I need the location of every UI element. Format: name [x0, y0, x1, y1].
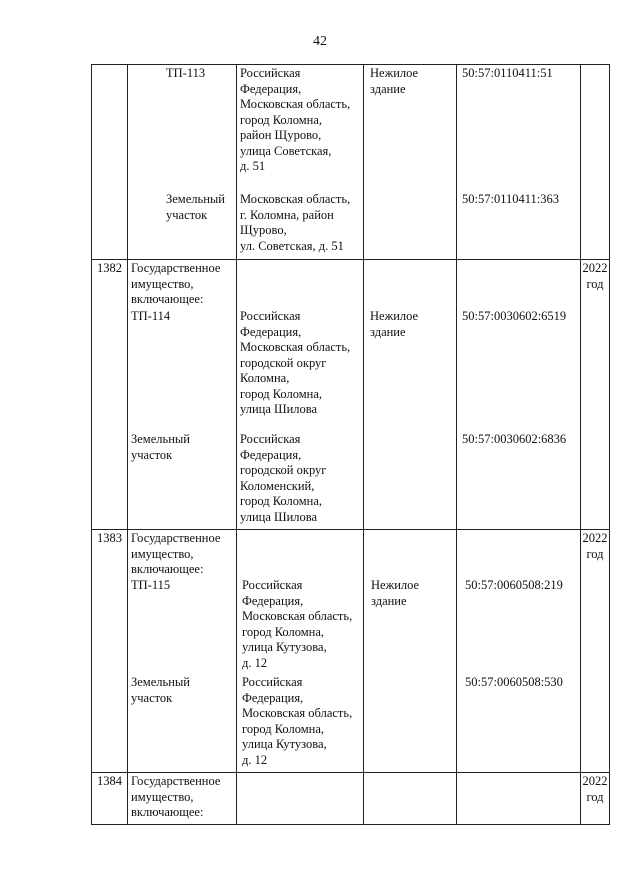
cadastral-number: 50:57:0110411:363: [462, 192, 559, 206]
object-type-cell: [364, 773, 457, 825]
address-cell: [237, 65, 364, 260]
object-address: Российская Федерация, городской округ Коломенский, город Коломна, улица Шилова: [240, 432, 327, 524]
object-name: Земельный участок: [131, 675, 190, 705]
object-address: Московская область, г. Коломна, район Щурово, ул. Советская, д. 51: [240, 192, 351, 253]
object-type: Нежилое здание: [371, 578, 420, 608]
object-name: ТП-114: [131, 309, 171, 323]
address-cell: [237, 773, 364, 825]
row-number-cell: 1384: [92, 773, 128, 825]
object-type-cell: [364, 260, 457, 530]
object-name: ТП-115: [131, 578, 171, 592]
row-number-cell: [92, 65, 128, 260]
cadastral-number: 50:57:0060508:530: [465, 675, 563, 689]
year-cell: [581, 65, 610, 260]
object-type: Нежилое здание: [370, 309, 419, 339]
object-name-cell: [128, 773, 237, 825]
table-row: [92, 530, 610, 773]
year-cell: 2022 год: [581, 773, 610, 825]
object-address: Российская Федерация, Московская область, городской округ Коломна, город Коломна, улица Шилова: [240, 309, 351, 416]
object-type-cell: [364, 530, 457, 773]
cadastral-number: 50:57:0060508:219: [465, 578, 563, 592]
cadastral-cell: [457, 260, 581, 530]
cadastral-number: 50:57:0030602:6519: [462, 309, 567, 323]
cadastral-cell: [457, 65, 581, 260]
cadastral-number: 50:57:0110411:51: [462, 66, 553, 80]
group-header: Государственное имущество, включающее:: [131, 261, 221, 306]
object-address: Российская Федерация, Московская область, город Коломна, улица Кутузова, д. 12: [242, 675, 353, 767]
object-type: Нежилое здание: [370, 66, 419, 96]
row-number-cell: 1383: [92, 530, 128, 773]
object-name-cell: [128, 530, 237, 773]
address-cell: [237, 530, 364, 773]
year-cell: 2022 год: [581, 260, 610, 530]
object-type-cell: [364, 65, 457, 260]
table-row: [92, 260, 610, 530]
object-name-cell: [128, 260, 237, 530]
page-number: 42: [313, 34, 327, 49]
row-number-cell: 1382: [92, 260, 128, 530]
table-row: [92, 65, 610, 260]
object-address: Российская Федерация, Московская область, город Коломна, район Щурово, улица Советская, д. 51: [240, 66, 351, 173]
address-cell: [237, 260, 364, 530]
year-cell: 2022 год: [581, 530, 610, 773]
object-name: Земельный участок: [166, 192, 225, 222]
object-name: Земельный участок: [131, 432, 190, 462]
table-row: [92, 773, 610, 825]
property-register-table: [91, 64, 610, 825]
group-header: Государственное имущество, включающее:: [131, 774, 221, 819]
cadastral-cell: [457, 773, 581, 825]
object-name: ТП-113: [166, 66, 206, 80]
object-address: Российская Федерация, Московская область, город Коломна, улица Кутузова, д. 12: [242, 578, 353, 670]
group-header: Государственное имущество, включающее:: [131, 531, 221, 576]
cadastral-number: 50:57:0030602:6836: [462, 432, 567, 446]
cadastral-cell: [457, 530, 581, 773]
object-name-cell: [128, 65, 237, 260]
